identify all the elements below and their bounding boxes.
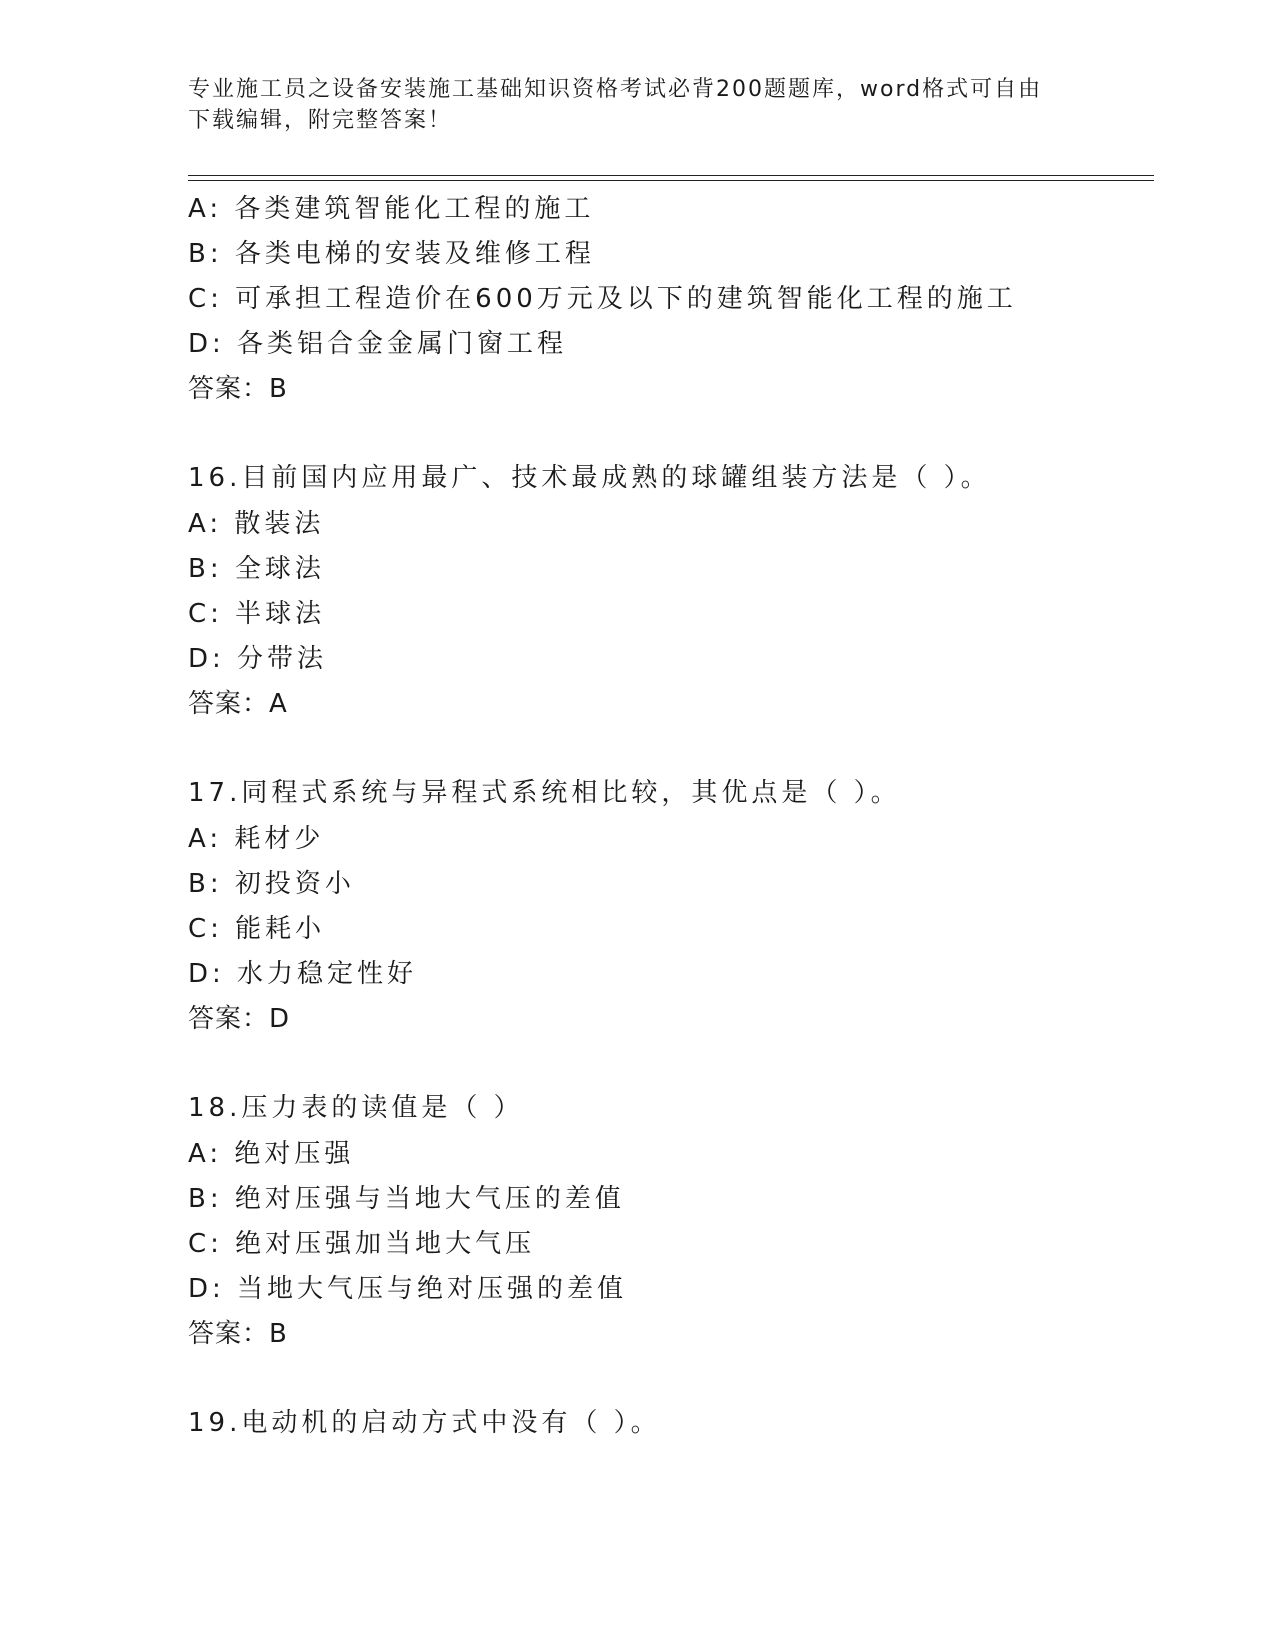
option-d: D: 水力稳定性好 xyxy=(188,959,418,989)
document-header xyxy=(188,74,1088,136)
answer: 答案：A xyxy=(188,689,288,719)
answer: 答案：D xyxy=(188,1004,291,1034)
option-d: D: 分带法 xyxy=(188,644,328,674)
option-a: A: 绝对压强 xyxy=(188,1139,355,1169)
option-b: B: 全球法 xyxy=(188,554,325,584)
option-d: D: 当地大气压与绝对压强的差值 xyxy=(188,1274,628,1304)
answer: 答案：B xyxy=(188,374,288,404)
option-a: A: 耗材少 xyxy=(188,824,325,854)
header-rule-bottom xyxy=(188,180,1154,181)
answer: 答案：B xyxy=(188,1319,288,1349)
question-17: 17.同程式系统与异程式系统相比较，其优点是（ ）。 xyxy=(188,778,901,808)
option-c: C: 可承担工程造价在600万元及以下的建筑智能化工程的施工 xyxy=(188,284,1017,314)
header-rule-top xyxy=(188,175,1154,176)
option-a: A: 各类建筑智能化工程的施工 xyxy=(188,194,595,224)
question-19: 19.电动机的启动方式中没有（ ）。 xyxy=(188,1408,661,1438)
question-18: 18.压力表的读值是（ ） xyxy=(188,1093,524,1123)
option-a: A: 散装法 xyxy=(188,509,325,539)
option-b: B: 绝对压强与当地大气压的差值 xyxy=(188,1184,625,1214)
option-c: C: 绝对压强加当地大气压 xyxy=(188,1229,536,1259)
header-line-1: 专业施工员之设备安装施工基础知识资格考试必背200题题库，word格式可自由 xyxy=(188,77,1043,102)
option-c: C: 半球法 xyxy=(188,599,326,629)
option-b: B: 各类电梯的安装及维修工程 xyxy=(188,239,595,269)
option-b: B: 初投资小 xyxy=(188,869,355,899)
header-line-2: 下载编辑，附完整答案！ xyxy=(188,108,453,133)
option-d: D: 各类铝合金金属门窗工程 xyxy=(188,329,568,359)
question-16: 16.目前国内应用最广、技术最成熟的球罐组装方法是（ ）。 xyxy=(188,463,991,493)
option-c: C: 能耗小 xyxy=(188,914,326,944)
